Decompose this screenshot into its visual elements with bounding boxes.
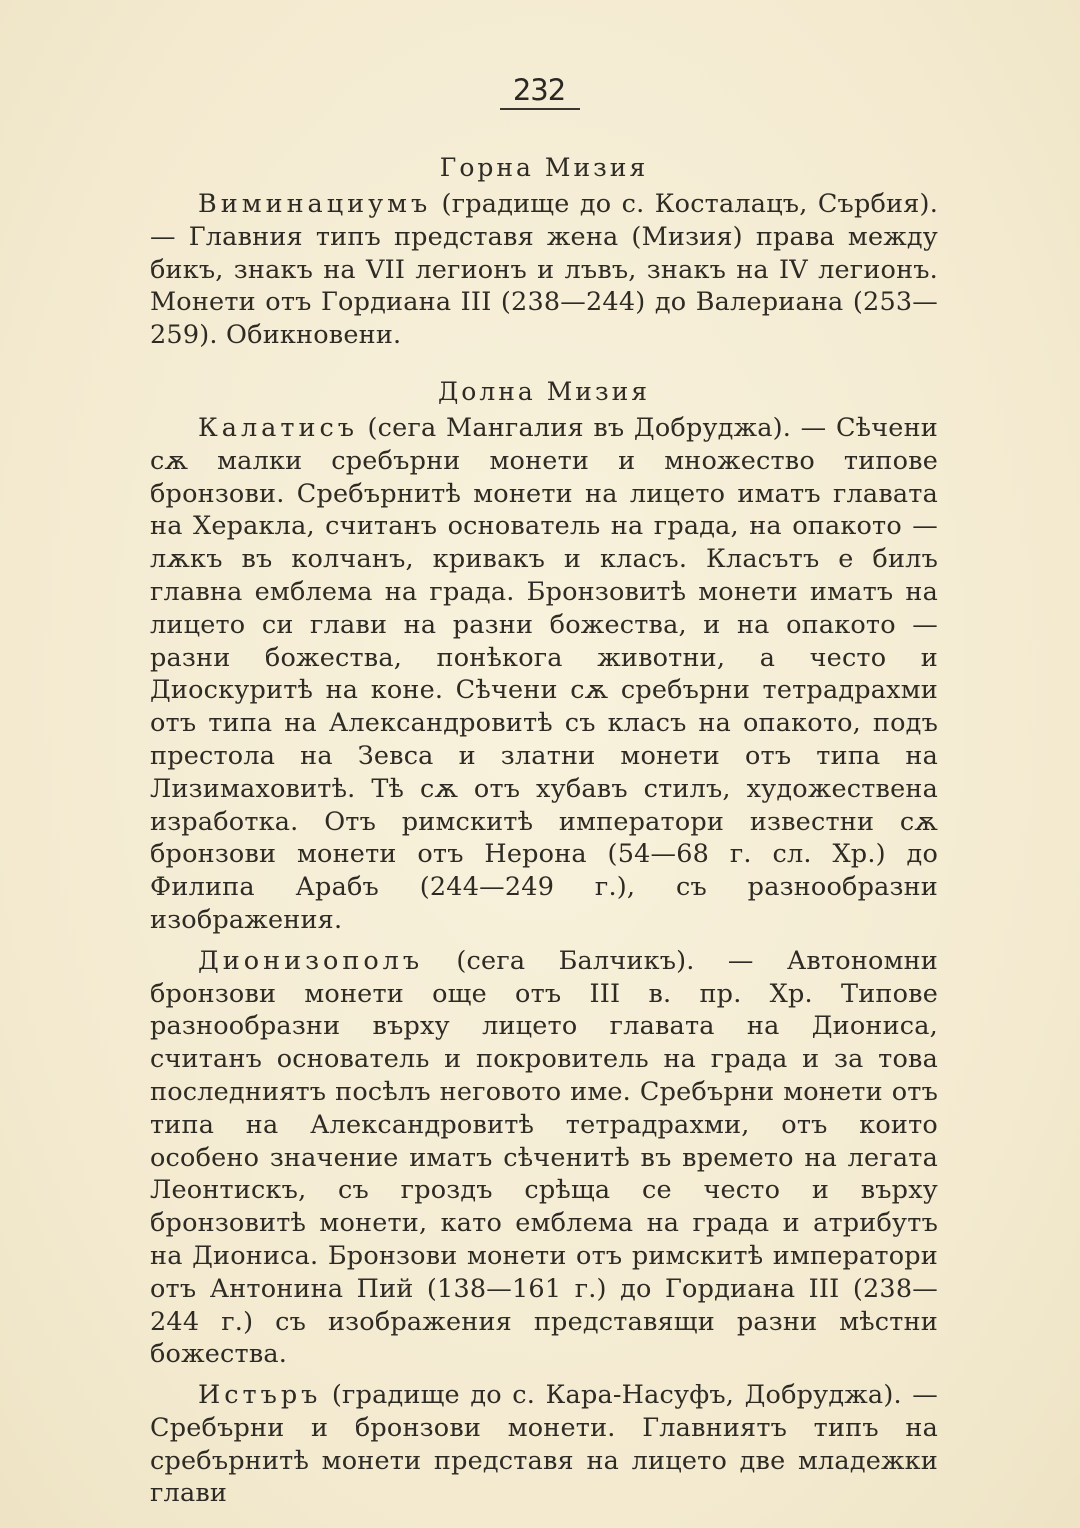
section-heading: Долна Мизия [437,376,651,406]
paragraph [150,412,938,937]
paragraph-lead: Истъръ [198,1380,322,1411]
paragraph [150,1379,938,1510]
paragraph-lead: Калатисъ [198,412,358,443]
spacer [150,1371,938,1379]
paragraph [150,188,938,352]
paragraph-body: (сега Балчикъ). — Автономни бронзови монети още отъ III в. пр. Хр. Типове разнообразни върху лицето главата на Диониса, считанъ основатель и покровитель на града и за това последниятъ посѣлъ неговото име. Сребърни монети отъ типа на Александровитѣ тетрадрахми, отъ които особено значение иматъ сѣченитѣ въ времето на легата Леонтискъ, съ гроздъ срѣща се често и върху бронзовитѣ монети, като емблема на града и атрибутъ на Диониса. Бронзови монети отъ римскитѣ императори отъ Антонина Пий (138—161 г.) до Гордиана III (238—244 г.) съ изображения представящи разни мѣстни божества. [150,945,938,1370]
paragraph-body: (градище до с. Косталацъ, Сърбия). — Главния типъ представя жена (Мизия) права между бикъ, знакъ на VII легионъ и лъвъ, знакъ на IV легионъ. Монети отъ Гордиана III (238—244) до Валериана (253—259). Обикновени. [150,189,938,351]
section-heading: Горна Мизия [439,153,649,182]
paragraph-body: (сега Мангалия въ Добруджа). — Сѣчени сѫ малки сребърни монети и множество типове бронзови. Сребърнитѣ монети на лицето иматъ главата на Херакла, считанъ основатель на града, на опакото — лѫкъ въ колчанъ, кривакъ и класъ. Класътъ е билъ главна емблема на града. Бронзовитѣ монети иматъ на лицето си глави на разни божества, и на опакото — разни божества, понѣкога животни, а често и Диоскуритѣ на коне. Сѣчени сѫ сребърни тетрадрахми отъ типа на Александровитѣ съ класъ на опакото, подъ престола на Зевса и златни монети отъ типа на Лизимаховитѣ. Тѣ сѫ отъ хубавъ стилъ, художествена изработка. Отъ римскитѣ императори известни сѫ бронзови монети отъ Нерона (54—68 г. сл. Хр.) до Филипа Арабъ (244—249 г.), съ разнообразни изображения. [150,412,938,935]
page-number: 232 [512,73,566,107]
page-text [150,148,938,1510]
paragraph-lead: Дионизополъ [198,945,424,976]
page-number-underline [500,108,580,110]
spacer [150,352,938,372]
paragraph [150,945,938,1371]
paragraph-lead: Виминациумъ [198,189,432,219]
spacer [150,937,938,945]
paragraph-body: (градище до с. Кара-Насуфъ, Добруджа). — Сребърни и бронзови монети. Главниятъ типъ на сребърнитѣ монети представя на лицето две младежки глави [150,1380,938,1509]
